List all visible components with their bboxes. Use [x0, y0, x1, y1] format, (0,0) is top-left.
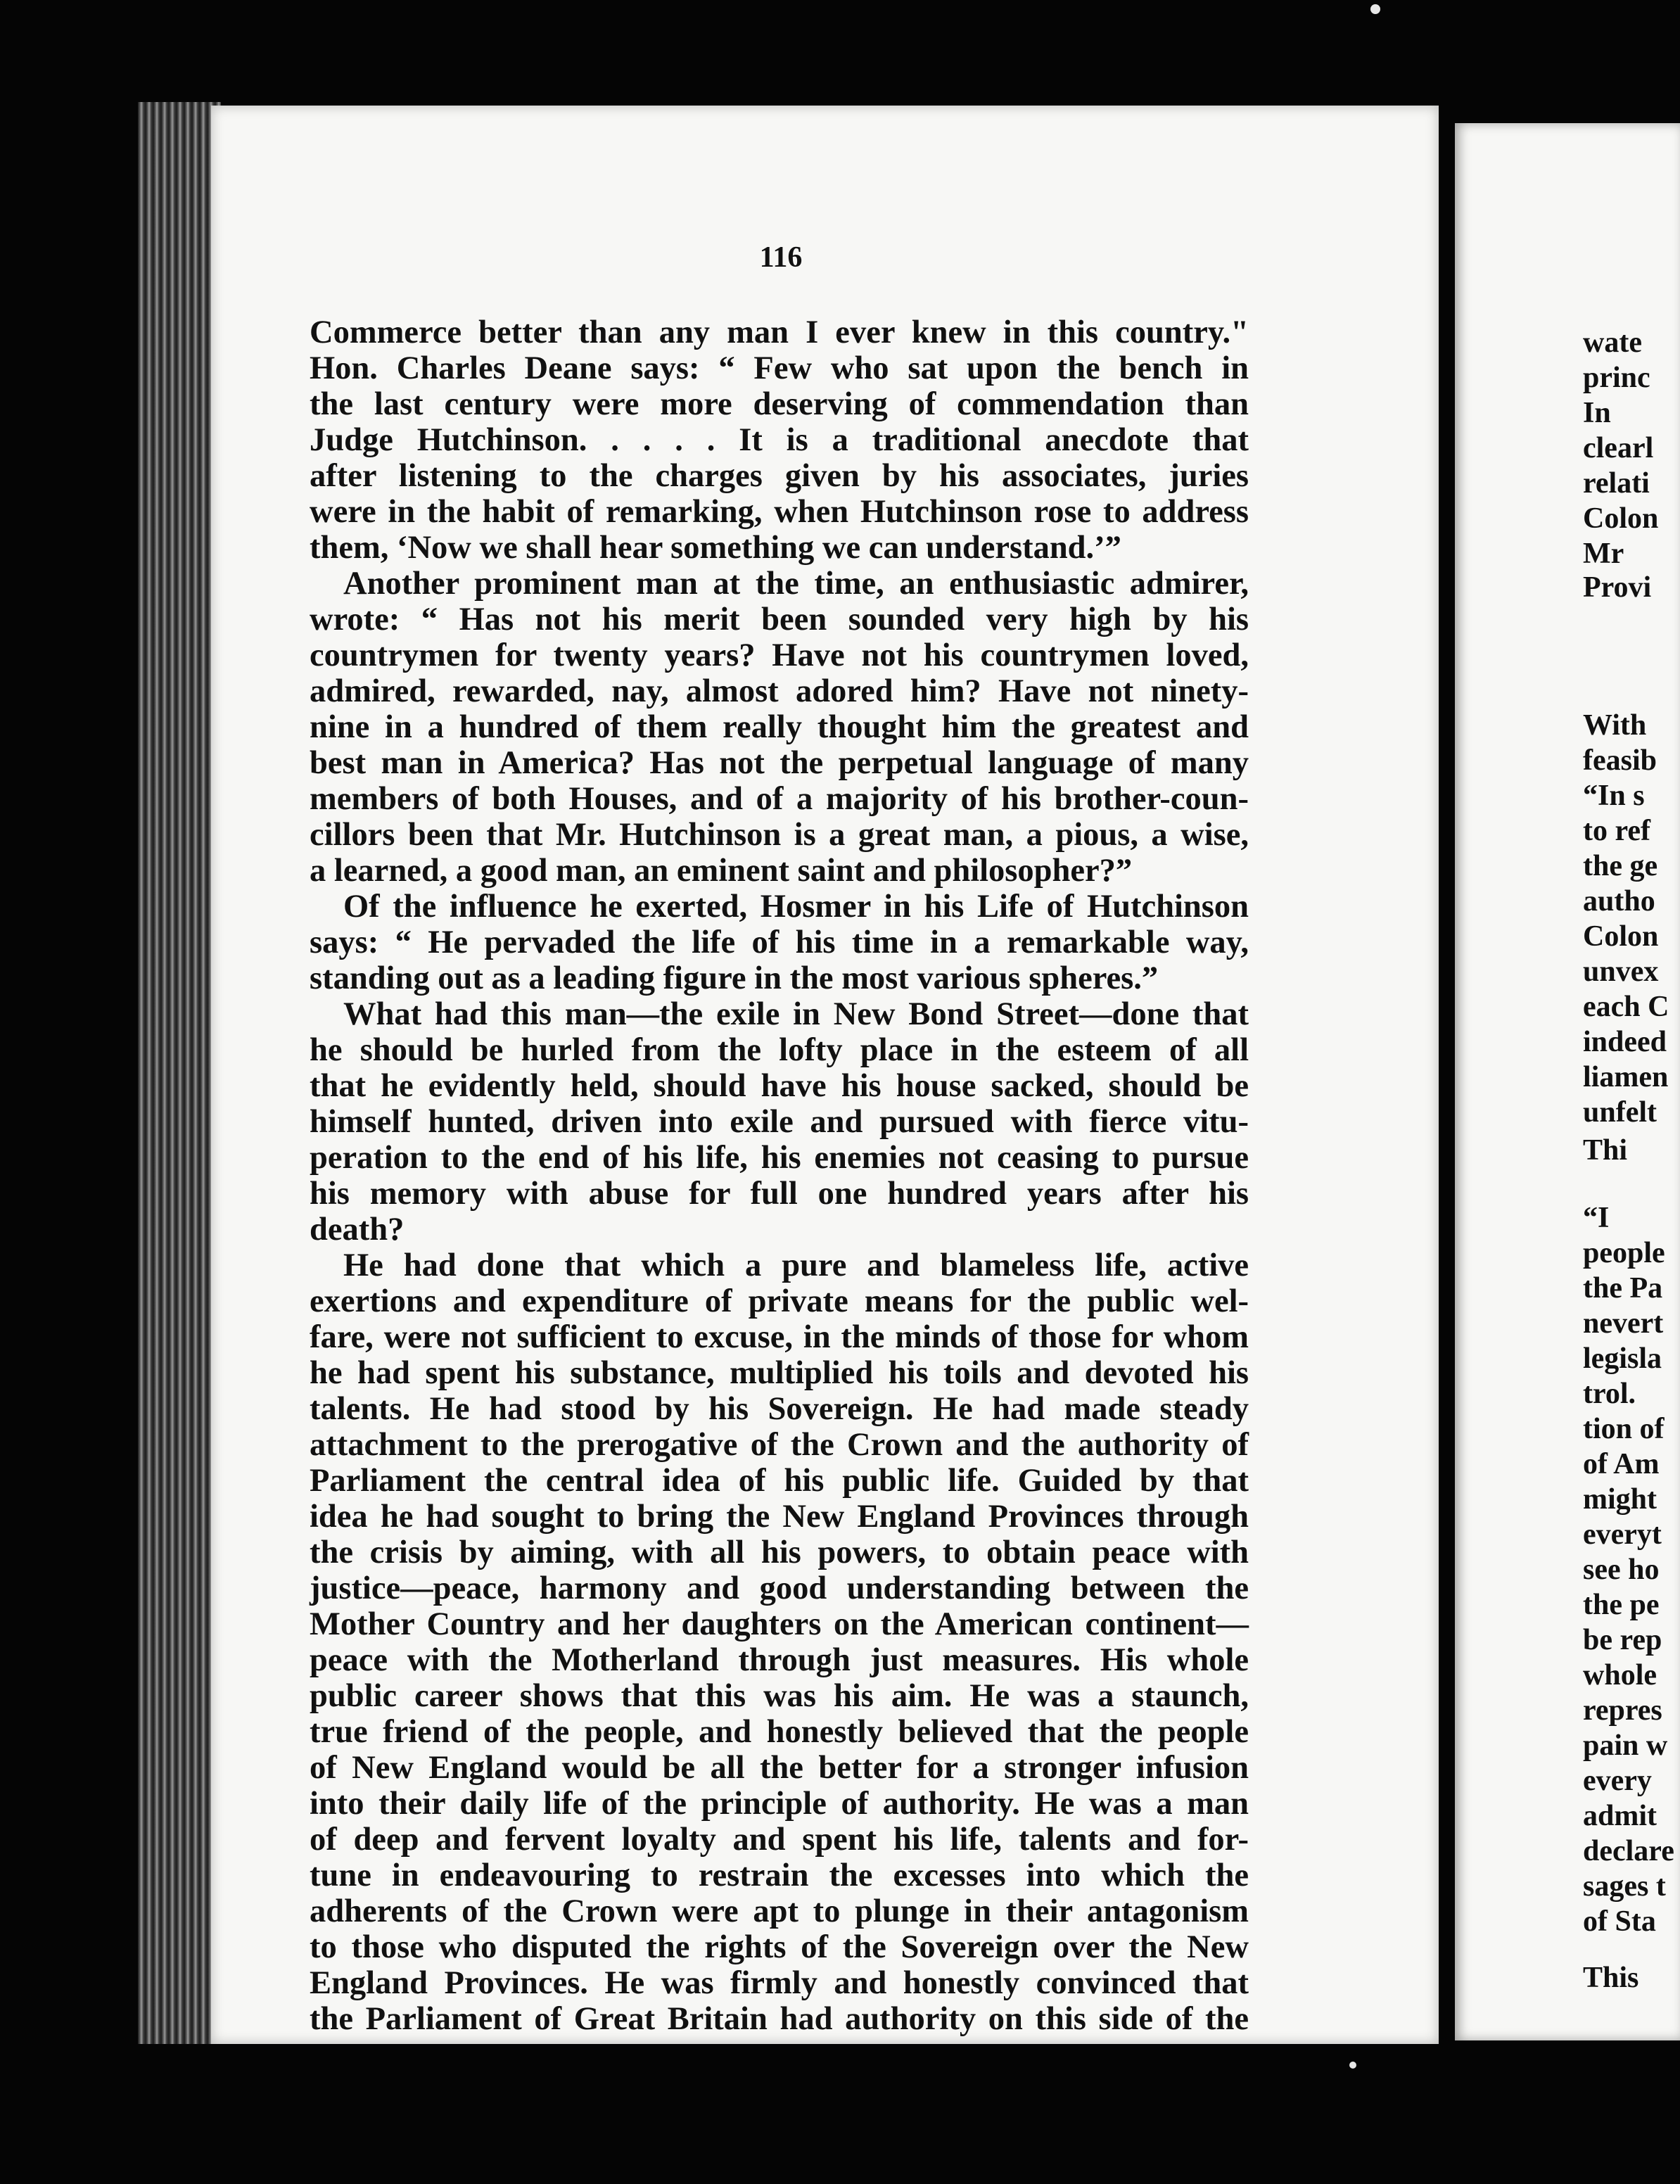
text-line: Hon. Charles Deane says: “ Few who sat upon the bench in: [310, 350, 1249, 386]
facing-page-fragment: Mr: [1583, 538, 1624, 570]
facing-page-fragment: Provi: [1583, 571, 1652, 604]
facing-page-fragment: whole: [1583, 1659, 1657, 1691]
text-line: talents. He had stood by his Sovereign. He had made steady: [310, 1391, 1249, 1427]
facing-page-fragment: pain w: [1583, 1729, 1668, 1762]
facing-page-fragment: With: [1583, 709, 1647, 742]
text-line: his memory with abuse for full one hundred years after his: [310, 1176, 1249, 1212]
text-line: exertions and expenditure of private means for the public wel-: [310, 1283, 1249, 1319]
facing-page-fragment: feasib: [1583, 744, 1657, 777]
text-line: after listening to the charges given by his associates, juries: [310, 458, 1249, 494]
facing-page-fragment: every: [1583, 1765, 1652, 1797]
facing-page-fragment: autho: [1583, 885, 1655, 918]
text-line: of New England would be all the better for a stronger infusion: [310, 1750, 1249, 1786]
text-line: says: “ He pervaded the life of his time in a remarkable way,: [310, 925, 1249, 960]
text-line: peace with the Motherland through just measures. His whole: [310, 1642, 1249, 1678]
text-line: He had done that which a pure and blameless life, active: [343, 1247, 1249, 1283]
facing-page-fragment: everyt: [1583, 1518, 1662, 1551]
facing-page-fragment: “I: [1583, 1202, 1610, 1234]
text-line: Commerce better than any man I ever knew in this country.": [310, 315, 1249, 350]
facing-page-fragment: of Am: [1583, 1448, 1660, 1480]
facing-page-fragment: This: [1583, 1962, 1639, 1994]
facing-page-fragment: declare: [1583, 1835, 1674, 1867]
facing-page-fragment: each C: [1583, 991, 1669, 1023]
facing-page-fragment: nevert: [1583, 1307, 1664, 1340]
text-line: public career shows that this was his aim. He was a staunch,: [310, 1678, 1249, 1714]
text-line: to those who disputed the rights of the Sovereign over the New: [310, 1929, 1249, 1965]
text-line: he should be hurled from the lofty place in the esteem of all: [310, 1032, 1249, 1068]
text-line: Another prominent man at the time, an enthusiastic admirer,: [343, 566, 1249, 602]
text-line: standing out as a leading figure in the most various spheres.”: [310, 960, 1159, 996]
facing-page-fragment: In: [1583, 397, 1611, 429]
facing-page-fragment: legisla: [1583, 1342, 1662, 1375]
text-line: himself hunted, driven into exile and pursued with fierce vitu-: [310, 1104, 1249, 1140]
text-line: them, ‘Now we shall hear something we can understand.’”: [310, 530, 1121, 566]
text-line: admired, rewarded, nay, almost adored him? Have not ninety-: [310, 673, 1249, 709]
text-line: tune in endeavouring to restrain the excesses into which the: [310, 1858, 1249, 1893]
text-line: a learned, a good man, an eminent saint and philosopher?”: [310, 853, 1133, 889]
text-line: fare, were not sufficient to excuse, in the minds of those for whom: [310, 1319, 1249, 1355]
text-line: best man in America? Has not the perpetual language of many: [310, 745, 1249, 781]
book-binding-edge: [138, 102, 221, 2044]
scan-speck: [1370, 4, 1380, 14]
text-line: Parliament the central idea of his public life. Guided by that: [310, 1463, 1249, 1499]
facing-page-fragment: Colon: [1583, 920, 1659, 953]
facing-page-fragment: see ho: [1583, 1554, 1660, 1586]
text-line: attachment to the prerogative of the Crown and the authority of: [310, 1427, 1249, 1463]
text-line: were in the habit of remarking, when Hutchinson rose to address: [310, 494, 1249, 530]
facing-page-fragment: might: [1583, 1483, 1657, 1516]
scan-speck: [1349, 2062, 1356, 2069]
facing-page-fragment: people: [1583, 1237, 1665, 1269]
text-line: the Parliament of Great Britain had authority on this side of the: [310, 2001, 1249, 2037]
facing-page-fragment: sages t: [1583, 1870, 1666, 1903]
facing-page-fragment: liamen: [1583, 1061, 1669, 1093]
facing-page-fragment: the Pa: [1583, 1272, 1663, 1304]
facing-page-fragment: to ref: [1583, 815, 1650, 847]
facing-page-fragment: of Sta: [1583, 1905, 1656, 1938]
facing-page-fragment: princ: [1583, 362, 1650, 394]
page-number: 116: [759, 241, 803, 274]
facing-page-fragment: unvex: [1583, 956, 1659, 988]
facing-page-fragment: the ge: [1583, 850, 1658, 882]
facing-page-fragment: Thi: [1583, 1134, 1628, 1167]
text-line: wrote: “ Has not his merit been sounded very high by his: [310, 602, 1249, 637]
text-line: cillors been that Mr. Hutchinson is a great man, a pious, a wise,: [310, 817, 1249, 853]
facing-page-fragment: wate: [1583, 326, 1642, 359]
text-line: death?: [310, 1212, 405, 1247]
text-line: into their daily life of the principle of authority. He was a man: [310, 1786, 1249, 1822]
text-line: Mother Country and her daughters on the American continent—: [310, 1606, 1249, 1642]
text-line: he had spent his substance, multiplied his toils and devoted his: [310, 1355, 1249, 1391]
page-body-text: [310, 315, 1249, 2037]
facing-page-fragment: unfelt: [1583, 1096, 1657, 1129]
text-line: countrymen for twenty years? Have not his countrymen loved,: [310, 637, 1249, 673]
text-line: the last century were more deserving of commendation than: [310, 386, 1249, 422]
text-line: idea he had sought to bring the New England Provinces through: [310, 1499, 1249, 1535]
text-line: England Provinces. He was firmly and honestly convinced that: [310, 1965, 1249, 2001]
text-line: peration to the end of his life, his enemies not ceasing to pursue: [310, 1140, 1249, 1176]
text-line: true friend of the people, and honestly believed that the people: [310, 1714, 1249, 1750]
facing-page-fragment: tion of: [1583, 1413, 1665, 1445]
facing-page-fragment: Colon: [1583, 502, 1659, 535]
text-line: adherents of the Crown were apt to plunge in their antagonism: [310, 1893, 1249, 1929]
text-line: nine in a hundred of them really thought him the greatest and: [310, 709, 1249, 745]
facing-page-fragment: clearl: [1583, 432, 1654, 464]
facing-page-fragment: repres: [1583, 1694, 1662, 1727]
text-line: the crisis by aiming, with all his powers, to obtain peace with: [310, 1535, 1249, 1570]
facing-page-fragment: admit: [1583, 1800, 1657, 1832]
facing-page-fragment: the pe: [1583, 1589, 1660, 1621]
facing-page-fragment: “In s: [1583, 780, 1645, 812]
text-line: Of the influence he exerted, Hosmer in his Life of Hutchinson: [343, 889, 1249, 925]
text-line: of deep and fervent loyalty and spent his life, talents and for-: [310, 1822, 1249, 1858]
text-line: justice—peace, harmony and good understanding between the: [310, 1570, 1249, 1606]
facing-page-fragment: trol.: [1583, 1378, 1636, 1410]
text-line: Judge Hutchinson. . . . . It is a traditional anecdote that: [310, 422, 1249, 458]
facing-page-fragment: relati: [1583, 467, 1650, 500]
facing-page-fragment: indeed: [1583, 1026, 1667, 1058]
text-line: that he evidently held, should have his house sacked, should be: [310, 1068, 1249, 1104]
facing-page-fragment: be rep: [1583, 1624, 1662, 1656]
text-line: members of both Houses, and of a majority of his brother-coun-: [310, 781, 1249, 817]
text-line: What had this man—the exile in New Bond Street—done that: [343, 996, 1249, 1032]
